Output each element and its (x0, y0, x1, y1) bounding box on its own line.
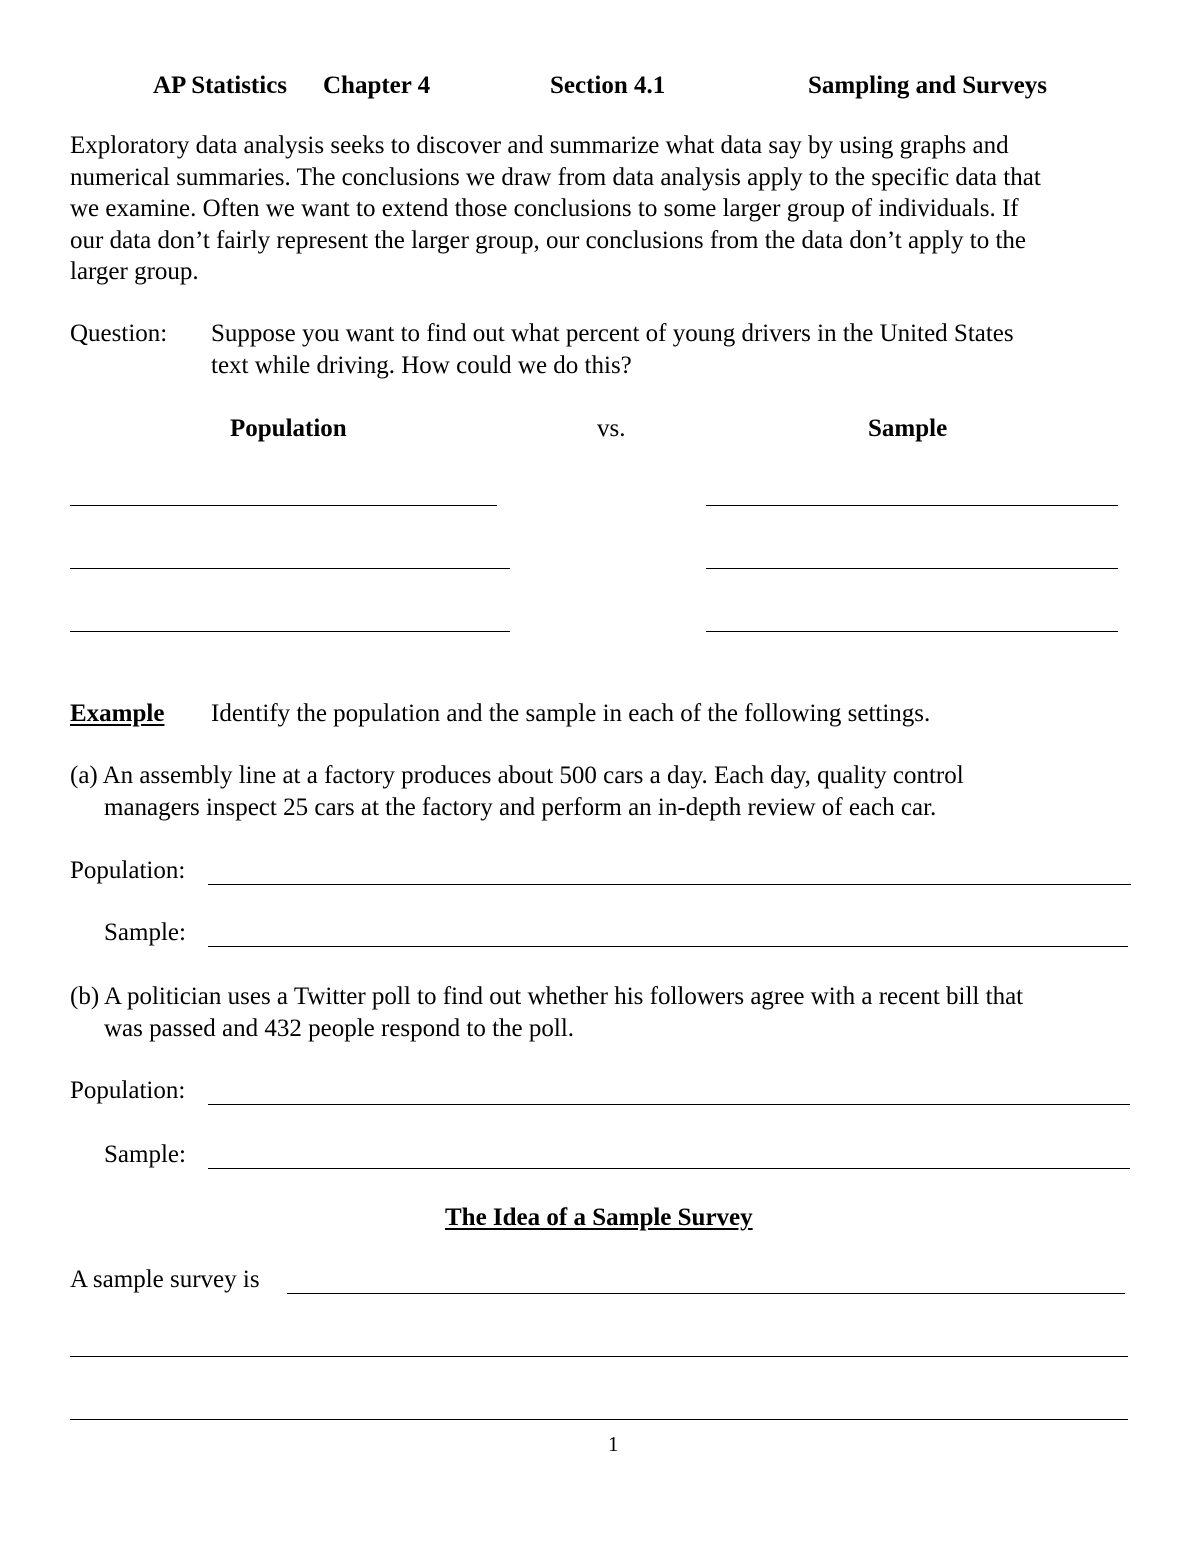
population-answer-line[interactable] (70, 505, 497, 506)
intro-line: numerical summaries. The conclusions we draw from data analysis apply to the specific data that (70, 163, 1041, 191)
question-label: Question: (70, 320, 168, 347)
intro-line: our data don’t fairly represent the larger group, our conclusions from the data don’t apply to the (70, 226, 1026, 254)
header-section: Section 4.1 (550, 72, 666, 99)
example-b-text: (b) A politician uses a Twitter poll to find out whether his followers agree with a recent bill that (70, 983, 1024, 1010)
example-a-sample-label: Sample: (104, 919, 186, 946)
header-course: AP Statistics (153, 72, 288, 99)
question-line: text while driving. How could we do this? (211, 352, 632, 379)
example-label: Example (70, 700, 165, 727)
example-a-population-label: Population: (70, 857, 186, 884)
population-answer-line[interactable] (70, 631, 510, 632)
example-a-sample-line[interactable] (208, 946, 1128, 947)
example-b-sample-line[interactable] (208, 1168, 1130, 1169)
intro-line: Exploratory data analysis seeks to discover and summarize what data say by using graphs and (70, 132, 1009, 159)
sample-answer-line[interactable] (706, 568, 1118, 569)
header-chapter: Chapter 4 (323, 72, 431, 99)
survey-answer-line[interactable] (287, 1293, 1125, 1294)
example-b-sample-label: Sample: (104, 1141, 186, 1168)
example-a-population-line[interactable] (208, 884, 1131, 885)
example-instruction: Identify the population and the sample in each of the following settings. (211, 700, 931, 727)
population-answer-line[interactable] (70, 568, 510, 569)
question-line: Suppose you want to find out what percent of young drivers in the United States (211, 320, 1014, 347)
intro-line: we examine. Often we want to extend those conclusions to some larger group of individuals. If (70, 195, 1019, 222)
intro-paragraph (70, 130, 1150, 288)
example-b-population-label: Population: (70, 1077, 186, 1104)
survey-answer-line[interactable] (70, 1356, 1128, 1357)
header-topic: Sampling and Surveys (808, 72, 1047, 99)
intro-line: larger group. (70, 258, 199, 285)
example-b-population-line[interactable] (208, 1104, 1130, 1105)
example-b-text: was passed and 432 people respond to the poll. (104, 1015, 575, 1042)
sample-answer-line[interactable] (706, 505, 1118, 506)
survey-heading: The Idea of a Sample Survey (445, 1204, 753, 1231)
sample-answer-line[interactable] (706, 631, 1118, 632)
example-a-text: (a) An assembly line at a factory produces about 500 cars a day. Each day, quality control (70, 762, 964, 789)
page-number: 1 (608, 1432, 619, 1456)
example-a-text: managers inspect 25 cars at the factory and perform an in-depth review of each car. (104, 794, 937, 821)
vs-label: vs. (597, 415, 626, 442)
population-heading: Population (230, 415, 347, 442)
survey-prompt: A sample survey is (70, 1266, 260, 1293)
sample-heading: Sample (868, 415, 948, 442)
survey-answer-line[interactable] (70, 1419, 1128, 1420)
